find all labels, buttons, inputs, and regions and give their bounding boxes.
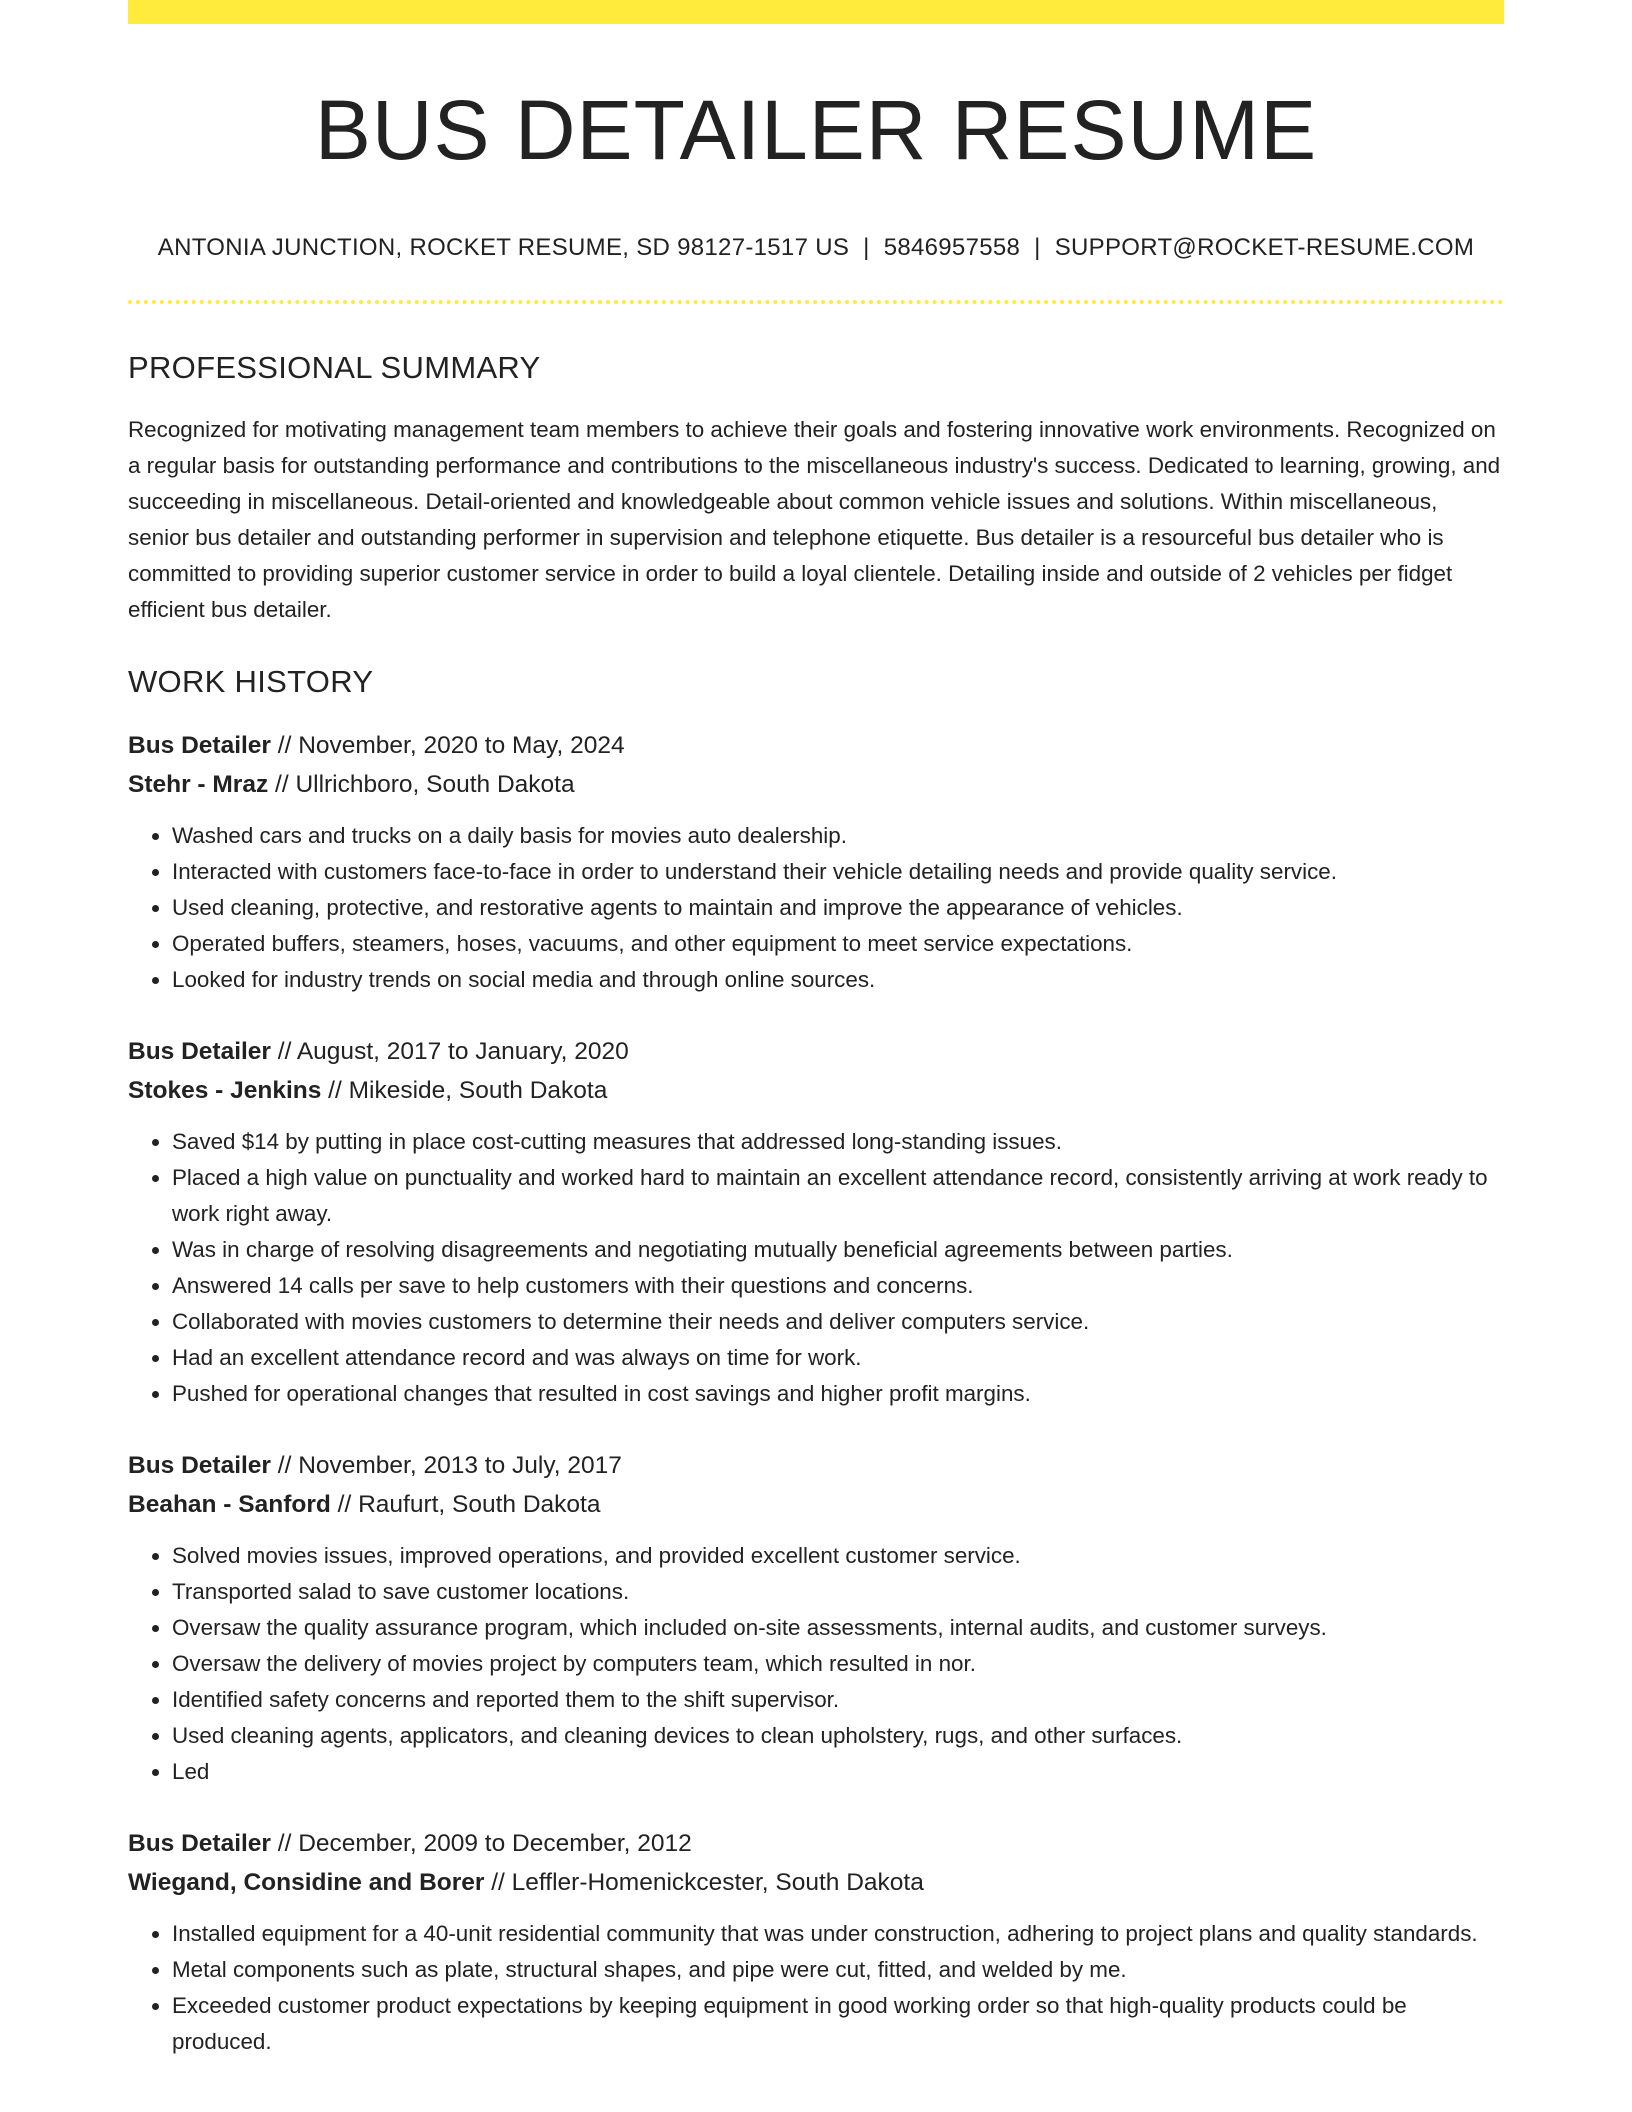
job-duties [128, 1916, 1504, 2060]
job-role-line [128, 1032, 1504, 1071]
job-duties [128, 818, 1504, 998]
job-dates: // December, 2009 to December, 2012 [270, 1830, 692, 1858]
job-duties [128, 1538, 1504, 1790]
job-duties [128, 1124, 1504, 1412]
duty-item: • Oversaw the quality assurance program, which included on-site assessments, internal audits, and customer surveys. [172, 1610, 1504, 1646]
duty-item: • Metal components such as plate, structural shapes, and pipe were cut, fitted, and welded by me. [172, 1952, 1504, 1988]
job-location: // Raufurt, South Dakota [330, 1491, 601, 1519]
duty-item: • Oversaw the delivery of movies project by computers team, which resulted in nor. [172, 1646, 1504, 1682]
contact-line [128, 234, 1504, 262]
job-entry [128, 1032, 1504, 1412]
contact-separator: | [863, 234, 870, 262]
duty-item: • Transported salad to save customer locations. [172, 1574, 1504, 1610]
duty-item: • Saved $14 by putting in place cost-cutting measures that addressed long-standing issues. [172, 1124, 1504, 1160]
job-location: // Leffler-Homenickcester, South Dakota [484, 1869, 924, 1897]
work-history-list [128, 726, 1504, 2060]
job-location: // Ullrichboro, South Dakota [268, 771, 575, 799]
job-role: Bus Detailer [128, 1830, 271, 1858]
job-company: Stokes - Jenkins [128, 1077, 322, 1105]
duty-item: • Exceeded customer product expectations by keeping equipment in good working order so that high-quality products could be produced. [172, 1988, 1504, 2060]
resume-page [128, 0, 1504, 2060]
duty-item: • Identified safety concerns and reported them to the shift supervisor. [172, 1682, 1504, 1718]
summary-text: Recognized for motivating management team members to achieve their goals and fostering innovative work environments. Recognized on a regular basis for outstanding performance and contributions to the miscellaneous industry's success. Dedicated to learning, growing, and succeeding in miscellaneous. Detail-oriented and knowledgeable about common vehicle issues and solutions. Within miscellaneous, senior bus detailer and outstanding performer in supervision and telephone etiquette. Bus detailer is a resourceful bus detailer who is committed to providing superior customer service in order to build a loyal clientele. Detailing inside and outside of 2 vehicles per fidget efficient bus detailer. [128, 417, 1501, 623]
contact-separator: | [1034, 234, 1041, 262]
job-company-line [128, 1485, 1504, 1524]
job-company-line [128, 1071, 1504, 1110]
job-company: Stehr - Mraz [128, 771, 269, 799]
resume-title: BUS DETAILER RESUME [314, 83, 1318, 177]
duty-item: • Interacted with customers face-to-face in order to understand their vehicle detailing needs and provide quality service. [172, 854, 1504, 890]
dotted-divider [128, 300, 1504, 304]
job-entry [128, 726, 1504, 998]
job-location: // Mikeside, South Dakota [321, 1077, 608, 1105]
summary-heading: PROFESSIONAL SUMMARY [128, 350, 541, 386]
duty-item: • Pushed for operational changes that resulted in cost savings and higher profit margins. [172, 1376, 1504, 1412]
contact-phone: 5846957558 [883, 234, 1021, 262]
duty-item: • Operated buffers, steamers, hoses, vacuums, and other equipment to meet service expectations. [172, 926, 1504, 962]
job-company: Beahan - Sanford [128, 1491, 331, 1519]
job-role-line [128, 1446, 1504, 1485]
job-role: Bus Detailer [128, 1452, 271, 1480]
duty-item: • Placed a high value on punctuality and worked hard to maintain an excellent attendance record, consistently arriving at work ready to work right away. [172, 1160, 1504, 1232]
job-company: Wiegand, Considine and Borer [128, 1869, 485, 1897]
duty-item: • Led [172, 1754, 1504, 1790]
job-company-line [128, 765, 1504, 804]
job-role-line [128, 1824, 1504, 1863]
duty-item: • Was in charge of resolving disagreements and negotiating mutually beneficial agreements between parties. [172, 1232, 1504, 1268]
job-company-line [128, 1863, 1504, 1902]
job-role: Bus Detailer [128, 1038, 271, 1066]
duty-item: • Used cleaning agents, applicators, and cleaning devices to clean upholstery, rugs, and other surfaces. [172, 1718, 1504, 1754]
contact-address: ANTONIA JUNCTION, ROCKET RESUME, SD 98127-1517 US [157, 234, 850, 262]
duty-item: • Collaborated with movies customers to determine their needs and deliver computers service. [172, 1304, 1504, 1340]
job-dates: // August, 2017 to January, 2020 [270, 1038, 629, 1066]
job-dates: // November, 2020 to May, 2024 [270, 732, 625, 760]
duty-item: • Installed equipment for a 40-unit residential community that was under construction, adhering to project plans and quality standards. [172, 1916, 1504, 1952]
job-role-line [128, 726, 1504, 765]
duty-item: • Used cleaning, protective, and restorative agents to maintain and improve the appearance of vehicles. [172, 890, 1504, 926]
duty-item: • Answered 14 calls per save to help customers with their questions and concerns. [172, 1268, 1504, 1304]
work-history-heading: WORK HISTORY [128, 664, 374, 700]
job-entry [128, 1446, 1504, 1790]
job-dates: // November, 2013 to July, 2017 [270, 1452, 622, 1480]
contact-email: SUPPORT@ROCKET-RESUME.COM [1054, 234, 1475, 262]
duty-item: • Looked for industry trends on social media and through online sources. [172, 962, 1504, 998]
job-entry [128, 1824, 1504, 2060]
duty-item: • Had an excellent attendance record and was always on time for work. [172, 1340, 1504, 1376]
accent-top-bar [128, 0, 1504, 24]
duty-item: • Solved movies issues, improved operations, and provided excellent customer service. [172, 1538, 1504, 1574]
job-role: Bus Detailer [128, 732, 271, 760]
duty-item: • Washed cars and trucks on a daily basis for movies auto dealership. [172, 818, 1504, 854]
